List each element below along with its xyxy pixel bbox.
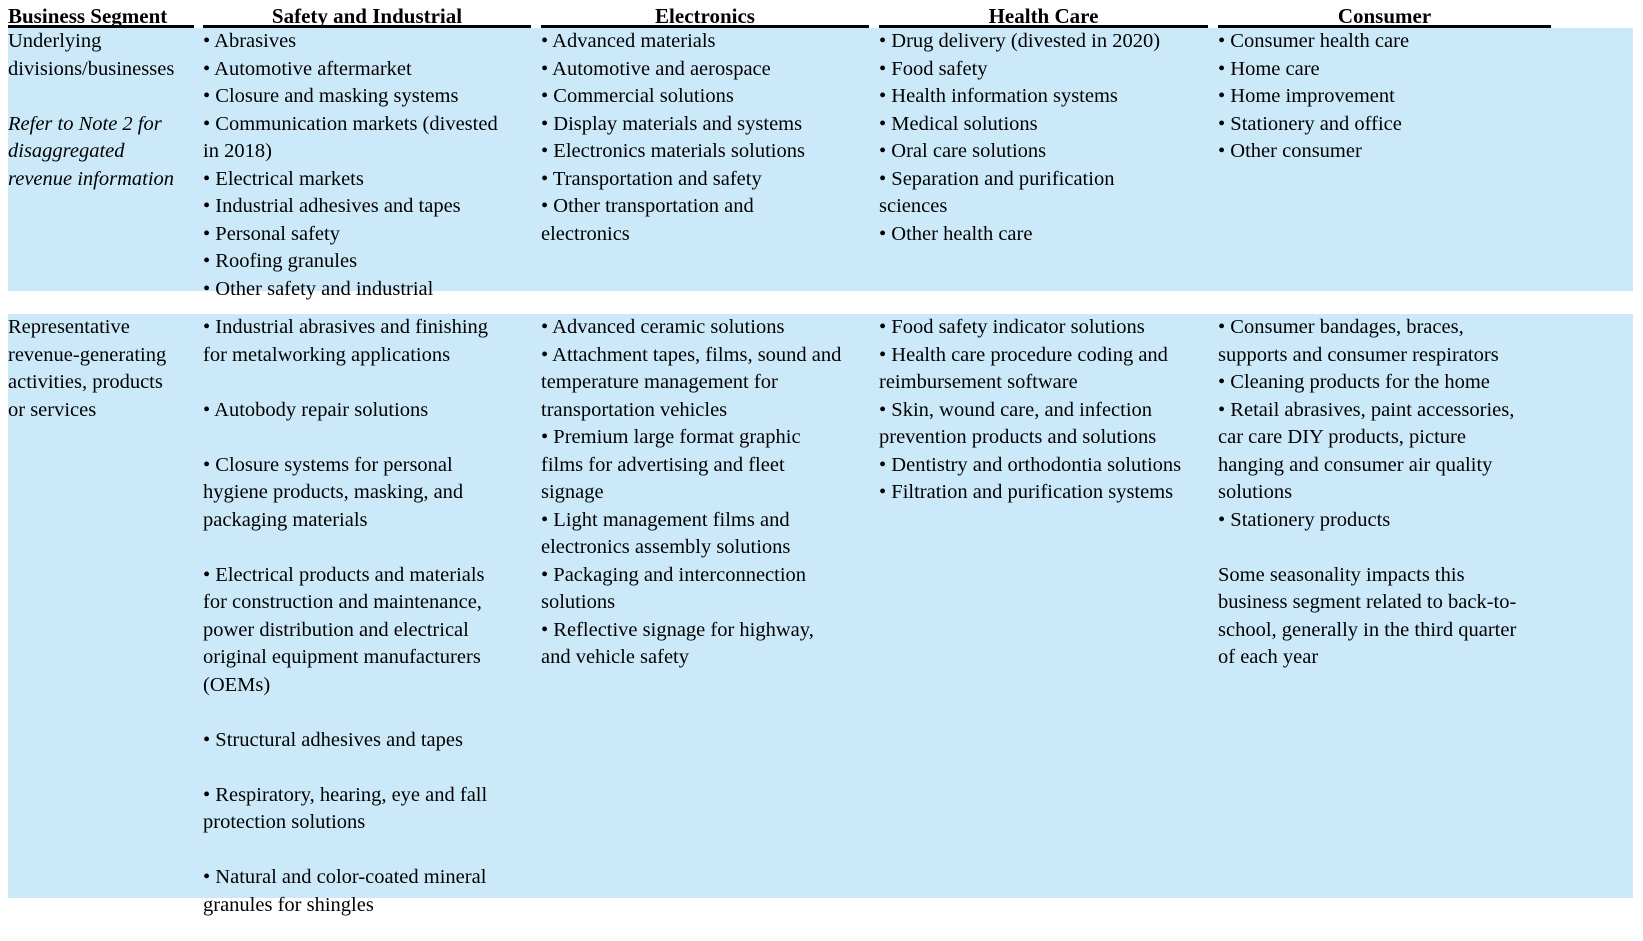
list-item: transportation vehicles	[541, 398, 728, 421]
list-item: • Food safety indicator solutions	[879, 316, 1145, 338]
activities-health-list	[879, 314, 1214, 507]
list-item: • Medical solutions	[879, 112, 1038, 135]
item-line: for metalworking applications	[203, 343, 451, 366]
label-line: revenue-generating	[8, 343, 167, 366]
header-safety-industrial: Safety and Industrial	[203, 0, 531, 28]
note-line: disaggregated	[8, 140, 125, 162]
list-item: • Electrical markets	[203, 167, 364, 190]
item-line: hygiene products, masking, and	[203, 481, 464, 503]
list-item: films for advertising and fleet	[541, 453, 785, 476]
header-health-care: Health Care	[879, 0, 1208, 28]
list-item: • Packaging and interconnection	[541, 563, 807, 586]
list-item: • Transportation and safety	[541, 167, 762, 190]
list-item: • Abrasives	[203, 30, 297, 52]
list-item: • Industrial adhesives and tapes	[203, 195, 461, 217]
item-line: • Natural and color-coated mineral	[203, 866, 487, 888]
list-item: • Consumer bandages, braces,	[1218, 316, 1464, 338]
list-item: • Advanced materials	[541, 30, 716, 52]
item-line: power distribution and electrical	[203, 618, 469, 641]
row-divisions-label	[8, 28, 198, 193]
list-item: • Stationery and office	[1218, 112, 1402, 135]
list-item: solutions	[1218, 481, 1293, 503]
list-item: electronics assembly solutions	[541, 536, 791, 558]
list-item: signage	[541, 481, 604, 503]
label-line: Underlying	[8, 30, 102, 52]
list-item: • Attachment tapes, films, sound and	[541, 343, 842, 366]
label-line: Representative	[8, 316, 130, 338]
list-item: • Other consumer	[1218, 140, 1362, 162]
list-item: • Automotive and aerospace	[541, 57, 771, 80]
divisions-electronics-list	[541, 28, 871, 248]
list-item: reimbursement software	[879, 371, 1078, 393]
list-item: • Cleaning products for the home	[1218, 371, 1490, 393]
note-line: Refer to Note 2 for	[8, 112, 162, 135]
seasonality-note-line: Some seasonality impacts this	[1218, 563, 1465, 586]
list-item: • Automotive aftermarket	[203, 57, 412, 80]
item-line: • Autobody repair solutions	[203, 398, 429, 421]
list-item: • Personal safety	[203, 222, 340, 245]
list-item	[203, 562, 533, 700]
divisions-safety-list	[203, 28, 533, 303]
seasonality-note-line: school, generally in the third quarter	[1218, 618, 1517, 641]
item-line: (OEMs)	[203, 673, 271, 696]
item-line: original equipment manufacturers	[203, 646, 481, 668]
item-line: • Industrial abrasives and finishing	[203, 316, 489, 338]
list-item: • Health information systems	[879, 85, 1118, 107]
list-item: • Display materials and systems	[541, 112, 803, 135]
activities-consumer-list	[1218, 314, 1554, 672]
list-item: • Other health care	[879, 222, 1033, 245]
divisions-consumer-list	[1218, 28, 1554, 166]
item-line: • Respiratory, hearing, eye and fall	[203, 783, 488, 806]
seasonality-note-line: of each year	[1218, 646, 1319, 668]
row-activities-label	[8, 314, 198, 424]
list-item: • Commercial solutions	[541, 85, 734, 107]
list-item: • Health care procedure coding and	[879, 343, 1168, 366]
item-line: • Structural adhesives and tapes	[203, 728, 463, 751]
list-item: • Advanced ceramic solutions	[541, 316, 785, 338]
list-item: • Closure and masking systems	[203, 85, 459, 107]
item-line: granules for shingles	[203, 893, 374, 916]
list-item: • Retail abrasives, paint accessories,	[1218, 398, 1515, 421]
list-item: supports and consumer respirators	[1218, 343, 1499, 366]
list-item: • Filtration and purification systems	[879, 481, 1174, 503]
list-item: • Oral care solutions	[879, 140, 1047, 162]
spacer	[1218, 534, 1554, 562]
list-item: • Skin, wound care, and infection	[879, 398, 1153, 421]
item-line: protection solutions	[203, 811, 366, 833]
label-line: divisions/businesses	[8, 57, 175, 80]
list-item: prevention products and solutions	[879, 426, 1157, 448]
item-line: • Closure systems for personal	[203, 453, 453, 476]
list-item: electronics	[541, 222, 630, 245]
list-item: • Food safety	[879, 57, 988, 80]
list-item	[203, 452, 533, 535]
list-item: • Separation and purification	[879, 167, 1115, 190]
list-item: • Stationery products	[1218, 508, 1391, 531]
item-line: for construction and maintenance,	[203, 591, 482, 613]
list-item: car care DIY products, picture	[1218, 426, 1466, 448]
list-item: • Communication markets (divested	[203, 112, 498, 135]
list-item: • Roofing granules	[203, 250, 358, 272]
header-electronics: Electronics	[541, 0, 869, 28]
list-item: • Home improvement	[1218, 85, 1395, 107]
list-item: • Dentistry and orthodontia solutions	[879, 453, 1182, 476]
divisions-health-list	[879, 28, 1214, 248]
label-line: or services	[8, 398, 97, 421]
list-item: • Drug delivery (divested in 2020)	[879, 30, 1161, 52]
list-item: • Electronics materials solutions	[541, 140, 805, 162]
activities-electronics-list	[541, 314, 876, 672]
list-item: • Premium large format graphic	[541, 426, 801, 448]
seasonality-note-line: business segment related to back-to-	[1218, 591, 1517, 613]
list-item: • Other transportation and	[541, 195, 754, 217]
list-item	[203, 397, 533, 425]
list-item: in 2018)	[203, 140, 272, 162]
list-item: and vehicle safety	[541, 646, 689, 668]
list-item: • Light management films and	[541, 508, 790, 531]
list-item: • Reflective signage for highway,	[541, 618, 814, 641]
activities-safety-list	[203, 314, 533, 919]
label-line: activities, products	[8, 371, 163, 393]
list-item: sciences	[879, 195, 948, 217]
list-item: • Home care	[1218, 57, 1320, 80]
list-item	[203, 314, 533, 369]
list-item: • Consumer health care	[1218, 30, 1410, 52]
spacer	[8, 83, 198, 111]
item-line: • Electrical products and materials	[203, 563, 485, 586]
header-business-segment: Business Segment	[8, 0, 194, 28]
note-line: revenue information	[8, 167, 175, 190]
list-item: • Other safety and industrial	[203, 277, 434, 300]
list-item	[203, 727, 533, 755]
header-consumer: Consumer	[1218, 0, 1551, 28]
list-item	[203, 782, 533, 837]
item-line: packaging materials	[203, 508, 368, 531]
list-item	[203, 864, 533, 919]
list-item: temperature management for	[541, 371, 778, 393]
list-item: hanging and consumer air quality	[1218, 453, 1493, 476]
list-item: solutions	[541, 591, 616, 613]
